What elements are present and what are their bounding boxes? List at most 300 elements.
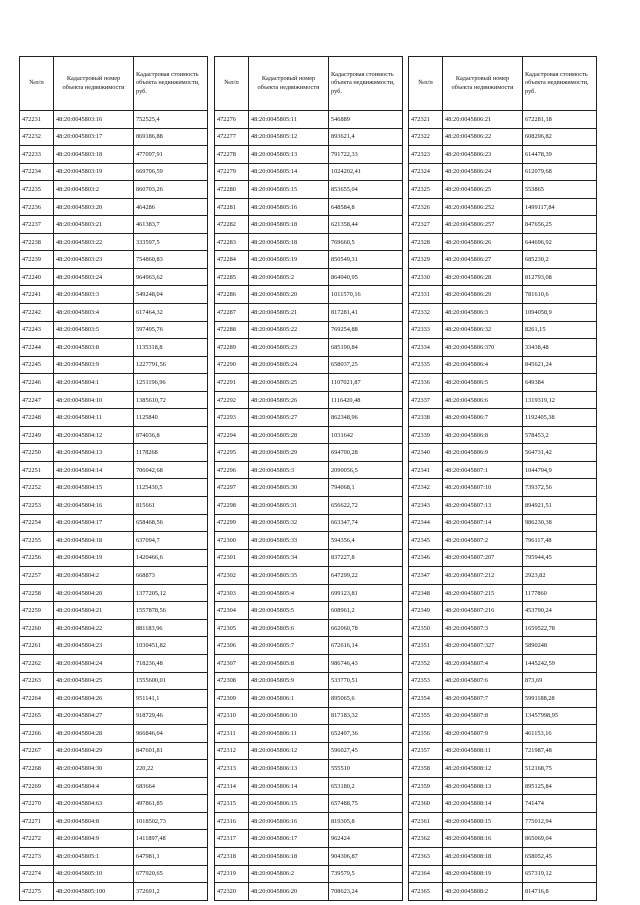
row-number: 472261 bbox=[20, 637, 54, 655]
cadastral-value: 658052,45 bbox=[523, 847, 597, 865]
table-row bbox=[20, 777, 208, 795]
cadastral-value: 512168,75 bbox=[523, 760, 597, 778]
row-number: 472353 bbox=[409, 672, 443, 690]
table-row bbox=[215, 760, 403, 778]
cadastral-number: 48:20:0045805:32 bbox=[249, 514, 329, 532]
row-number: 472292 bbox=[215, 391, 249, 409]
row-number: 472323 bbox=[409, 146, 443, 164]
cadastral-number: 48:20:0045805:19 bbox=[249, 251, 329, 269]
row-number: 472239 bbox=[20, 251, 54, 269]
cadastral-number: 48:20:0045804:19 bbox=[54, 549, 134, 567]
table-row bbox=[215, 251, 403, 269]
cadastral-number: 48:20:0045808:16 bbox=[443, 830, 523, 848]
row-number: 472361 bbox=[409, 812, 443, 830]
table-row bbox=[215, 654, 403, 672]
cadastral-number: 48:20:0045806:5 bbox=[443, 374, 523, 392]
row-number: 472324 bbox=[409, 163, 443, 181]
row-number: 472275 bbox=[20, 883, 54, 901]
row-number: 472234 bbox=[20, 163, 54, 181]
cadastral-number: 48:20:0045807:1 bbox=[443, 461, 523, 479]
row-number: 472235 bbox=[20, 181, 54, 199]
table-row bbox=[215, 812, 403, 830]
cadastral-number: 48:20:0045807:207 bbox=[443, 549, 523, 567]
cadastral-number: 48:20:0045806:6 bbox=[443, 391, 523, 409]
cadastral-value: 464286 bbox=[134, 198, 208, 216]
row-number: 472284 bbox=[215, 251, 249, 269]
cadastral-number: 48:20:0045808:15 bbox=[443, 812, 523, 830]
cadastral-number: 48:20:0045803:4 bbox=[54, 304, 134, 322]
cadastral-value: 986746,43 bbox=[329, 654, 403, 672]
table-row bbox=[409, 497, 597, 515]
cadastral-number: 48:20:0045805:5 bbox=[249, 602, 329, 620]
table-row bbox=[20, 391, 208, 409]
cadastral-number: 48:20:0045808:13 bbox=[443, 777, 523, 795]
cadastral-number: 48:20:0045804:63 bbox=[54, 795, 134, 813]
cadastral-value: 1030451,82 bbox=[134, 637, 208, 655]
row-number: 472337 bbox=[409, 391, 443, 409]
cadastral-value: 1377205,12 bbox=[134, 584, 208, 602]
row-number: 472277 bbox=[215, 128, 249, 146]
cadastral-value: 1044794,9 bbox=[523, 461, 597, 479]
cadastral-number: 48:20:0045804:11 bbox=[54, 409, 134, 427]
table-row bbox=[215, 391, 403, 409]
row-number: 472339 bbox=[409, 426, 443, 444]
table-row bbox=[215, 461, 403, 479]
cadastral-value: 1385610,72 bbox=[134, 391, 208, 409]
cadastral-number: 48:20:0045803:22 bbox=[54, 233, 134, 251]
table-row bbox=[409, 777, 597, 795]
row-number: 472289 bbox=[215, 339, 249, 357]
table-row bbox=[409, 251, 597, 269]
cadastral-number: 48:20:0045807:6 bbox=[443, 672, 523, 690]
cadastral-number: 48:20:0045806:16 bbox=[249, 812, 329, 830]
cadastral-table-2 bbox=[214, 56, 403, 901]
cadastral-value: 685190,84 bbox=[329, 339, 403, 357]
row-number: 472316 bbox=[215, 812, 249, 830]
row-number: 472345 bbox=[409, 532, 443, 550]
cadastral-value: 769254,88 bbox=[329, 321, 403, 339]
cadastral-value: 847656,25 bbox=[523, 216, 597, 234]
cadastral-number: 48:20:0045808:18 bbox=[443, 847, 523, 865]
cadastral-number: 48:20:0045803:19 bbox=[54, 163, 134, 181]
cadastral-value: 815661 bbox=[134, 497, 208, 515]
cadastral-value: 794068,1 bbox=[329, 479, 403, 497]
row-number: 472336 bbox=[409, 374, 443, 392]
header-cadastral-value: Кадастровая стоимость объекта недвижимости, руб. bbox=[329, 57, 403, 111]
table-row bbox=[215, 268, 403, 286]
cadastral-number: 48:20:0045804:13 bbox=[54, 444, 134, 462]
table-row bbox=[409, 216, 597, 234]
cadastral-number: 48:20:0045808:11 bbox=[443, 742, 523, 760]
table-row bbox=[409, 181, 597, 199]
row-number: 472362 bbox=[409, 830, 443, 848]
row-number: 472303 bbox=[215, 584, 249, 602]
cadastral-value: 1024202,41 bbox=[329, 163, 403, 181]
cadastral-number: 48:20:0045806:24 bbox=[443, 163, 523, 181]
header-number: №п/п bbox=[215, 57, 249, 111]
row-number: 472348 bbox=[409, 584, 443, 602]
row-number: 472249 bbox=[20, 426, 54, 444]
cadastral-value: 741474 bbox=[523, 795, 597, 813]
table-row bbox=[20, 339, 208, 357]
cadastral-number: 48:20:0045806:2 bbox=[249, 865, 329, 883]
row-number: 472351 bbox=[409, 637, 443, 655]
cadastral-value: 461383,7 bbox=[134, 216, 208, 234]
row-number: 472279 bbox=[215, 163, 249, 181]
table-row bbox=[409, 707, 597, 725]
cadastral-number: 48:20:0045806:12 bbox=[249, 742, 329, 760]
table-row bbox=[215, 374, 403, 392]
cadastral-value: 617464,32 bbox=[134, 304, 208, 322]
row-number: 472280 bbox=[215, 181, 249, 199]
cadastral-number: 48:20:0045805:28 bbox=[249, 426, 329, 444]
cadastral-number: 48:20:0045805:2 bbox=[249, 268, 329, 286]
cadastral-number: 48:20:0045806:18 bbox=[249, 847, 329, 865]
table-row bbox=[215, 619, 403, 637]
cadastral-value: 1319319,12 bbox=[523, 391, 597, 409]
cadastral-number: 48:20:0045804:16 bbox=[54, 497, 134, 515]
row-number: 472288 bbox=[215, 321, 249, 339]
row-number: 472271 bbox=[20, 812, 54, 830]
table-row bbox=[215, 198, 403, 216]
table-row bbox=[409, 233, 597, 251]
row-number: 472331 bbox=[409, 286, 443, 304]
cadastral-number: 48:20:0045806:26 bbox=[443, 233, 523, 251]
cadastral-number: 48:20:0045805:3 bbox=[249, 461, 329, 479]
cadastral-value: 333597,5 bbox=[134, 233, 208, 251]
row-number: 472340 bbox=[409, 444, 443, 462]
table-row bbox=[409, 409, 597, 427]
row-number: 472301 bbox=[215, 549, 249, 567]
table-row bbox=[20, 233, 208, 251]
table-row bbox=[215, 584, 403, 602]
cadastral-table-1 bbox=[19, 56, 208, 901]
cadastral-value: 220,22 bbox=[134, 760, 208, 778]
row-number: 472318 bbox=[215, 847, 249, 865]
cadastral-value: 553865 bbox=[523, 181, 597, 199]
cadastral-number: 48:20:0045805:25 bbox=[249, 374, 329, 392]
table-row bbox=[20, 409, 208, 427]
row-number: 472285 bbox=[215, 268, 249, 286]
table-row bbox=[215, 339, 403, 357]
cadastral-number: 48:20:0045806:25 bbox=[443, 181, 523, 199]
cadastral-value: 1011570,16 bbox=[329, 286, 403, 304]
cadastral-value: 1094058,9 bbox=[523, 304, 597, 322]
cadastral-value: 795944,45 bbox=[523, 549, 597, 567]
cadastral-value: 894921,51 bbox=[523, 497, 597, 515]
cadastral-value: 1116420,48 bbox=[329, 391, 403, 409]
table-row bbox=[215, 181, 403, 199]
cadastral-value: 13457998,95 bbox=[523, 707, 597, 725]
table-row bbox=[409, 830, 597, 848]
cadastral-value: 637094,7 bbox=[134, 532, 208, 550]
row-number: 472273 bbox=[20, 847, 54, 865]
cadastral-value: 461153,16 bbox=[523, 725, 597, 743]
row-number: 472308 bbox=[215, 672, 249, 690]
cadastral-number: 48:20:0045805:12 bbox=[249, 128, 329, 146]
row-number: 472346 bbox=[409, 549, 443, 567]
row-number: 472286 bbox=[215, 286, 249, 304]
table-row bbox=[20, 690, 208, 708]
table-row bbox=[20, 497, 208, 515]
row-number: 472291 bbox=[215, 374, 249, 392]
table-row bbox=[215, 233, 403, 251]
table-row bbox=[20, 216, 208, 234]
cadastral-value: 881183,96 bbox=[134, 619, 208, 637]
cadastral-value: 1445242,59 bbox=[523, 654, 597, 672]
cadastral-number: 48:20:0045806:28 bbox=[443, 268, 523, 286]
row-number: 472287 bbox=[215, 304, 249, 322]
table-row bbox=[409, 426, 597, 444]
row-number: 472274 bbox=[20, 865, 54, 883]
table-row bbox=[409, 812, 597, 830]
cadastral-value: 372691,2 bbox=[134, 883, 208, 901]
cadastral-value: 33438,48 bbox=[523, 339, 597, 357]
table-row bbox=[409, 865, 597, 883]
cadastral-value: 869186,88 bbox=[134, 128, 208, 146]
row-number: 472267 bbox=[20, 742, 54, 760]
row-number: 472352 bbox=[409, 654, 443, 672]
table-row bbox=[215, 497, 403, 515]
cadastral-value: 706042,68 bbox=[134, 461, 208, 479]
row-number: 472236 bbox=[20, 198, 54, 216]
row-number: 472322 bbox=[409, 128, 443, 146]
cadastral-value: 657319,12 bbox=[523, 865, 597, 883]
table-row bbox=[215, 742, 403, 760]
table-row bbox=[20, 426, 208, 444]
row-number: 472262 bbox=[20, 654, 54, 672]
header-number: №п/п bbox=[20, 57, 54, 111]
table-row bbox=[409, 584, 597, 602]
cadastral-value: 644696,92 bbox=[523, 233, 597, 251]
cadastral-number: 48:20:0045806:9 bbox=[443, 444, 523, 462]
cadastral-value: 1107021,87 bbox=[329, 374, 403, 392]
cadastral-value: 1031642 bbox=[329, 426, 403, 444]
cadastral-value: 699123,81 bbox=[329, 584, 403, 602]
cadastral-number: 48:20:0045805:20 bbox=[249, 286, 329, 304]
row-number: 472232 bbox=[20, 128, 54, 146]
cadastral-number: 48:20:0045805:27 bbox=[249, 409, 329, 427]
cadastral-number: 48:20:0045807:9 bbox=[443, 725, 523, 743]
cadastral-number: 48:20:0045804:29 bbox=[54, 742, 134, 760]
table-row bbox=[20, 549, 208, 567]
cadastral-number: 48:20:0045804:22 bbox=[54, 619, 134, 637]
cadastral-number: 48:20:0045804:4 bbox=[54, 777, 134, 795]
table-row bbox=[20, 847, 208, 865]
table-row bbox=[20, 268, 208, 286]
cadastral-value: 1499117,84 bbox=[523, 198, 597, 216]
cadastral-number: 48:20:0045804:23 bbox=[54, 637, 134, 655]
table-row bbox=[409, 514, 597, 532]
cadastral-number: 48:20:0045805:22 bbox=[249, 321, 329, 339]
cadastral-value: 1018502,73 bbox=[134, 812, 208, 830]
row-number: 472259 bbox=[20, 602, 54, 620]
cadastral-number: 48:20:0045806:17 bbox=[249, 830, 329, 848]
row-number: 472257 bbox=[20, 567, 54, 585]
table-row bbox=[215, 304, 403, 322]
cadastral-number: 48:20:0045807:212 bbox=[443, 567, 523, 585]
table-row bbox=[20, 374, 208, 392]
table-row bbox=[215, 549, 403, 567]
cadastral-value: 1555600,01 bbox=[134, 672, 208, 690]
cadastral-value: 781610,6 bbox=[523, 286, 597, 304]
cadastral-number: 48:20:0045805:18 bbox=[249, 233, 329, 251]
cadastral-number: 48:20:0045804:15 bbox=[54, 479, 134, 497]
cadastral-number: 48:20:0045805:8 bbox=[249, 654, 329, 672]
table-row bbox=[20, 637, 208, 655]
cadastral-number: 48:20:0045804:21 bbox=[54, 602, 134, 620]
cadastral-value: 791722,33 bbox=[329, 146, 403, 164]
cadastral-number: 48:20:0045808:2 bbox=[443, 883, 523, 901]
cadastral-number: 48:20:0045803:20 bbox=[54, 198, 134, 216]
table-row bbox=[215, 883, 403, 901]
table-row bbox=[409, 619, 597, 637]
cadastral-value: 893621,4 bbox=[329, 128, 403, 146]
row-number: 472330 bbox=[409, 268, 443, 286]
cadastral-number: 48:20:0045807:3 bbox=[443, 619, 523, 637]
row-number: 472302 bbox=[215, 567, 249, 585]
cadastral-number: 48:20:0045805:7 bbox=[249, 637, 329, 655]
cadastral-number: 48:20:0045807:8 bbox=[443, 707, 523, 725]
table-row bbox=[215, 146, 403, 164]
table-row bbox=[20, 883, 208, 901]
table-row bbox=[20, 672, 208, 690]
row-number: 472320 bbox=[215, 883, 249, 901]
cadastral-value: 769660,5 bbox=[329, 233, 403, 251]
cadastral-value: 739372,56 bbox=[523, 479, 597, 497]
cadastral-value: 656622,72 bbox=[329, 497, 403, 515]
row-number: 472276 bbox=[215, 111, 249, 129]
cadastral-value: 739579,5 bbox=[329, 865, 403, 883]
table-row bbox=[409, 567, 597, 585]
table-row bbox=[20, 812, 208, 830]
cadastral-value: 648584,8 bbox=[329, 198, 403, 216]
cadastral-number: 48:20:0045807:215 bbox=[443, 584, 523, 602]
row-number: 472350 bbox=[409, 619, 443, 637]
cadastral-number: 48:20:0045805:14 bbox=[249, 163, 329, 181]
cadastral-value: 752525,4 bbox=[134, 111, 208, 129]
cadastral-number: 48:20:0045804:14 bbox=[54, 461, 134, 479]
cadastral-value: 860703,26 bbox=[134, 181, 208, 199]
row-number: 472252 bbox=[20, 479, 54, 497]
cadastral-value: 986230,38 bbox=[523, 514, 597, 532]
table-row bbox=[215, 356, 403, 374]
table-row bbox=[409, 795, 597, 813]
table-row bbox=[409, 725, 597, 743]
cadastral-number: 48:20:0045805:1 bbox=[54, 847, 134, 865]
cadastral-number: 48:20:0045805:100 bbox=[54, 883, 134, 901]
cadastral-number: 48:20:0045806:1 bbox=[249, 690, 329, 708]
cadastral-value: 477097,91 bbox=[134, 146, 208, 164]
cadastral-number: 48:20:0045803:3 bbox=[54, 286, 134, 304]
cadastral-number: 48:20:0045804:20 bbox=[54, 584, 134, 602]
row-number: 472233 bbox=[20, 146, 54, 164]
cadastral-value: 672281,18 bbox=[523, 111, 597, 129]
table-row bbox=[409, 549, 597, 567]
table-row bbox=[20, 146, 208, 164]
cadastral-value: 853655,04 bbox=[329, 181, 403, 199]
cadastral-value: 653180,2 bbox=[329, 777, 403, 795]
cadastral-number: 48:20:0045806:10 bbox=[249, 707, 329, 725]
cadastral-number: 48:20:0045803:18 bbox=[54, 146, 134, 164]
table-row bbox=[20, 479, 208, 497]
cadastral-value: 865069,04 bbox=[523, 830, 597, 848]
table-header-row bbox=[409, 57, 597, 111]
cadastral-value: 904306,87 bbox=[329, 847, 403, 865]
table-row bbox=[215, 409, 403, 427]
cadastral-value: 962424 bbox=[329, 830, 403, 848]
row-number: 472328 bbox=[409, 233, 443, 251]
cadastral-value: 1178268 bbox=[134, 444, 208, 462]
row-number: 472358 bbox=[409, 760, 443, 778]
table-header-row bbox=[20, 57, 208, 111]
table-row bbox=[20, 461, 208, 479]
cadastral-number: 48:20:0045803:24 bbox=[54, 268, 134, 286]
row-number: 472263 bbox=[20, 672, 54, 690]
cadastral-number: 48:20:0045805:4 bbox=[249, 584, 329, 602]
row-number: 472266 bbox=[20, 725, 54, 743]
table-row bbox=[20, 111, 208, 129]
cadastral-value: 796117,48 bbox=[523, 532, 597, 550]
row-number: 472283 bbox=[215, 233, 249, 251]
table-row bbox=[409, 163, 597, 181]
table-row bbox=[409, 742, 597, 760]
row-number: 472311 bbox=[215, 725, 249, 743]
row-number: 472269 bbox=[20, 777, 54, 795]
cadastral-number: 48:20:0045808:19 bbox=[443, 865, 523, 883]
table-row bbox=[215, 479, 403, 497]
cadastral-value: 819305,8 bbox=[329, 812, 403, 830]
table-row bbox=[215, 637, 403, 655]
cadastral-number: 48:20:0045804:17 bbox=[54, 514, 134, 532]
cadastral-value: 837227,8 bbox=[329, 549, 403, 567]
cadastral-number: 48:20:0045805:11 bbox=[249, 111, 329, 129]
row-number: 472268 bbox=[20, 760, 54, 778]
row-number: 472281 bbox=[215, 198, 249, 216]
cadastral-value: 2923,82 bbox=[523, 567, 597, 585]
table-row bbox=[409, 532, 597, 550]
cadastral-number: 48:20:0045805:10 bbox=[54, 865, 134, 883]
cadastral-value: 5991188,28 bbox=[523, 690, 597, 708]
row-number: 472341 bbox=[409, 461, 443, 479]
cadastral-value: 1557878,56 bbox=[134, 602, 208, 620]
cadastral-value: 549248,04 bbox=[134, 286, 208, 304]
cadastral-number: 48:20:0045806:11 bbox=[249, 725, 329, 743]
cadastral-number: 48:20:0045807:7 bbox=[443, 690, 523, 708]
row-number: 472240 bbox=[20, 268, 54, 286]
table-row bbox=[20, 321, 208, 339]
cadastral-value: 647981,1 bbox=[134, 847, 208, 865]
table-row bbox=[409, 444, 597, 462]
cadastral-value: 662060,78 bbox=[329, 619, 403, 637]
row-number: 472242 bbox=[20, 304, 54, 322]
cadastral-number: 48:20:0045803:16 bbox=[54, 111, 134, 129]
cadastral-number: 48:20:0045805:24 bbox=[249, 356, 329, 374]
cadastral-value: 754860,83 bbox=[134, 251, 208, 269]
table-row bbox=[20, 532, 208, 550]
table-row bbox=[409, 321, 597, 339]
cadastral-number: 48:20:0045807:327 bbox=[443, 637, 523, 655]
row-number: 472357 bbox=[409, 742, 443, 760]
cadastral-value: 453790,24 bbox=[523, 602, 597, 620]
table-row bbox=[409, 198, 597, 216]
cadastral-number: 48:20:0045804:26 bbox=[54, 690, 134, 708]
row-number: 472338 bbox=[409, 409, 443, 427]
cadastral-number: 48:20:0045805:21 bbox=[249, 304, 329, 322]
cadastral-value: 873,69 bbox=[523, 672, 597, 690]
row-number: 472293 bbox=[215, 409, 249, 427]
table-row bbox=[409, 146, 597, 164]
